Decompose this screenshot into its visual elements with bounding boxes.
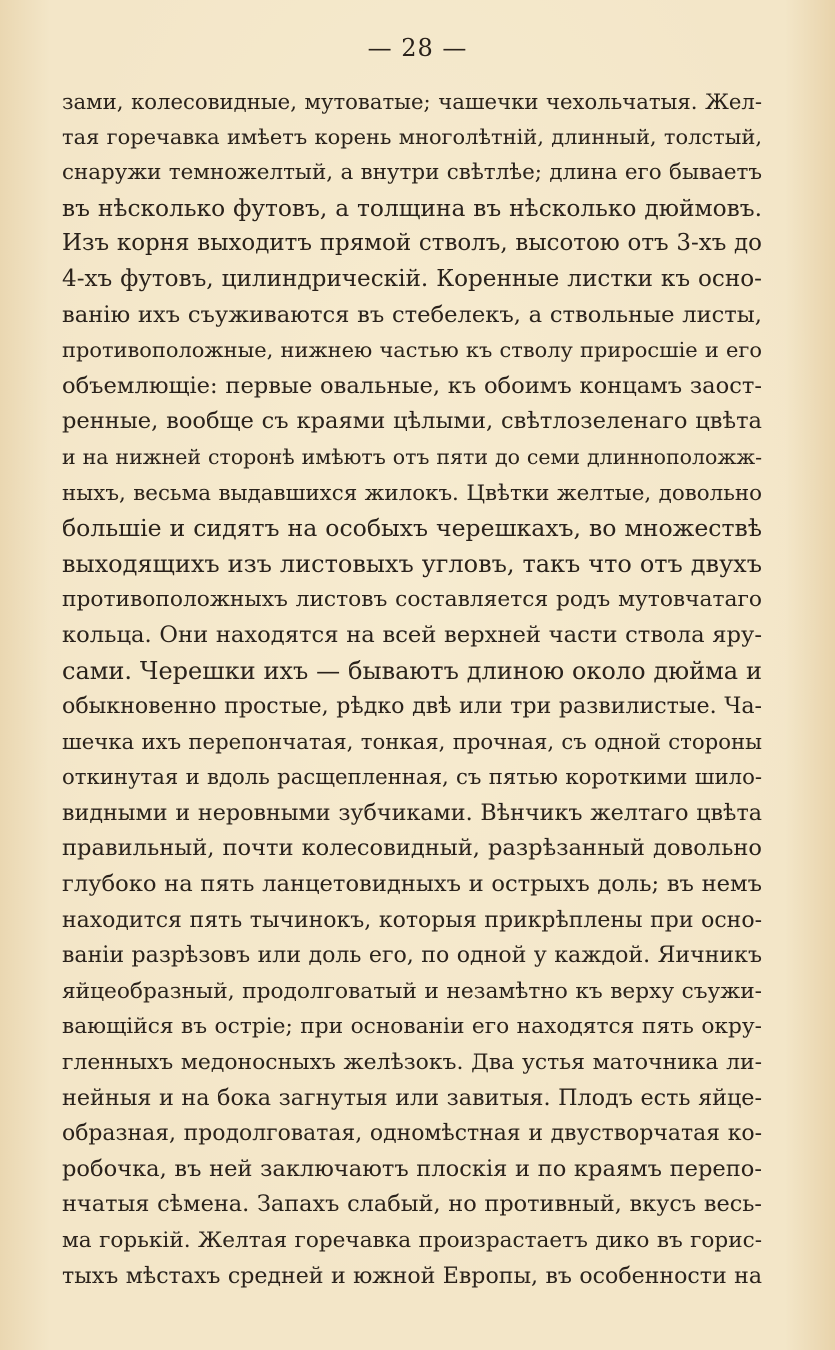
text-line: противоположные, нижнею частью къ стволу приросшiе и его: [62, 338, 762, 363]
text-line: видными и неровными зубчиками. Вѣнчикъ желтаго цвѣта: [62, 799, 762, 826]
text-line: большiе и сидятъ на особыхъ черешкахъ, во множествѣ: [62, 514, 762, 543]
text-line: выходящихъ изъ листовыхъ угловъ, такъ что отъ двухъ: [62, 549, 762, 578]
text-line: откинутая и вдоль расщепленная, съ пятью короткими шило-: [62, 765, 762, 791]
text-line: ренные, вообще съ краями цѣлыми, свѣтлозеленаго цвѣта: [62, 408, 762, 435]
text-line: находится пять тычинокъ, которыя прикрѣплены при осно-: [62, 907, 762, 933]
text-line: снаружи темножелтый, а внутри свѣтлѣе; длина его бываетъ: [62, 160, 762, 186]
text-line: 4-хъ футовъ, цилиндрическiй. Коренные листки къ осно-: [62, 265, 762, 292]
text-line: въ нѣсколько футовъ, а толщина въ нѣсколько дюймовъ.: [62, 194, 762, 222]
text-line: и на нижней сторонѣ имѣютъ отъ пяти до семи длинноположж-: [62, 444, 762, 469]
text-line: Изъ корня выходитъ прямой стволъ, высотою отъ 3-хъ до: [62, 230, 762, 257]
text-line: объемлющiе: первые овальные, къ обоимъ концамъ заост-: [62, 372, 762, 399]
text-line: робочка, въ ней заключаютъ плоскiя и по краямъ перепо-: [62, 1155, 762, 1182]
text-line: обыкновенно простые, рѣдко двѣ или три развилистые. Ча-: [62, 693, 762, 720]
text-line: яйцеобразный, продолговатый и незамѣтно къ верху съужи-: [62, 978, 762, 1004]
text-line: зами, колесовидные, мутоватые; чашечки чехольчатыя. Жел-: [62, 89, 762, 114]
text-line: ныхъ, весьма выдавшихся жилокъ. Цвѣтки желтые, довольно: [62, 480, 762, 506]
text-line: глубоко на пять ланцетовидныхъ и острыхъ доль; въ немъ: [62, 871, 762, 898]
text-line: тая горечавка имѣетъ корень многолѣтнiй, длинный, толстый,: [62, 124, 762, 149]
text-line: ма горькiй. Желтая горечавка произрастаетъ дико въ горис-: [62, 1228, 762, 1253]
text-line: тыхъ мѣстахъ средней и южной Европы, въ особенности на: [62, 1263, 762, 1289]
page-number: — 28 —: [367, 34, 468, 62]
text-line: ванiи разрѣзовъ или доль его, по одной у каждой. Яичникъ: [62, 943, 762, 969]
text-line: ванiю ихъ съуживаются въ стебелекъ, а ствольные листы,: [62, 301, 762, 328]
text-line: кольца. Они находятся на всей верхней части ствола яру-: [62, 621, 762, 648]
text-line: сами. Черешки ихъ — бываютъ длиною около дюйма и: [62, 656, 762, 685]
text-line: правильный, почти колесовидный, разрѣзанный довольно: [62, 835, 762, 862]
text-line: нчатыя сѣмена. Запахъ слабый, но противный, вкусъ весь-: [62, 1191, 762, 1218]
text-line: шечка ихъ перепончатая, тонкая, прочная, съ одной стороны: [62, 729, 762, 755]
text-line: вающiйся въ острiе; при основанiи его находятся пять окру-: [62, 1014, 762, 1040]
text-line: противоположныхъ листовъ составляется родъ мутовчатаго: [62, 587, 762, 613]
body-text: [62, 84, 762, 1294]
text-line: образная, продолговатая, одномѣстная и двустворчатая ко-: [62, 1121, 762, 1147]
text-line: гленныхъ медоносныхъ желѣзокъ. Два устья маточника ли-: [62, 1050, 762, 1076]
text-line: нейныя и на бока загнутыя или завитыя. Плодъ есть яйце-: [62, 1084, 762, 1111]
